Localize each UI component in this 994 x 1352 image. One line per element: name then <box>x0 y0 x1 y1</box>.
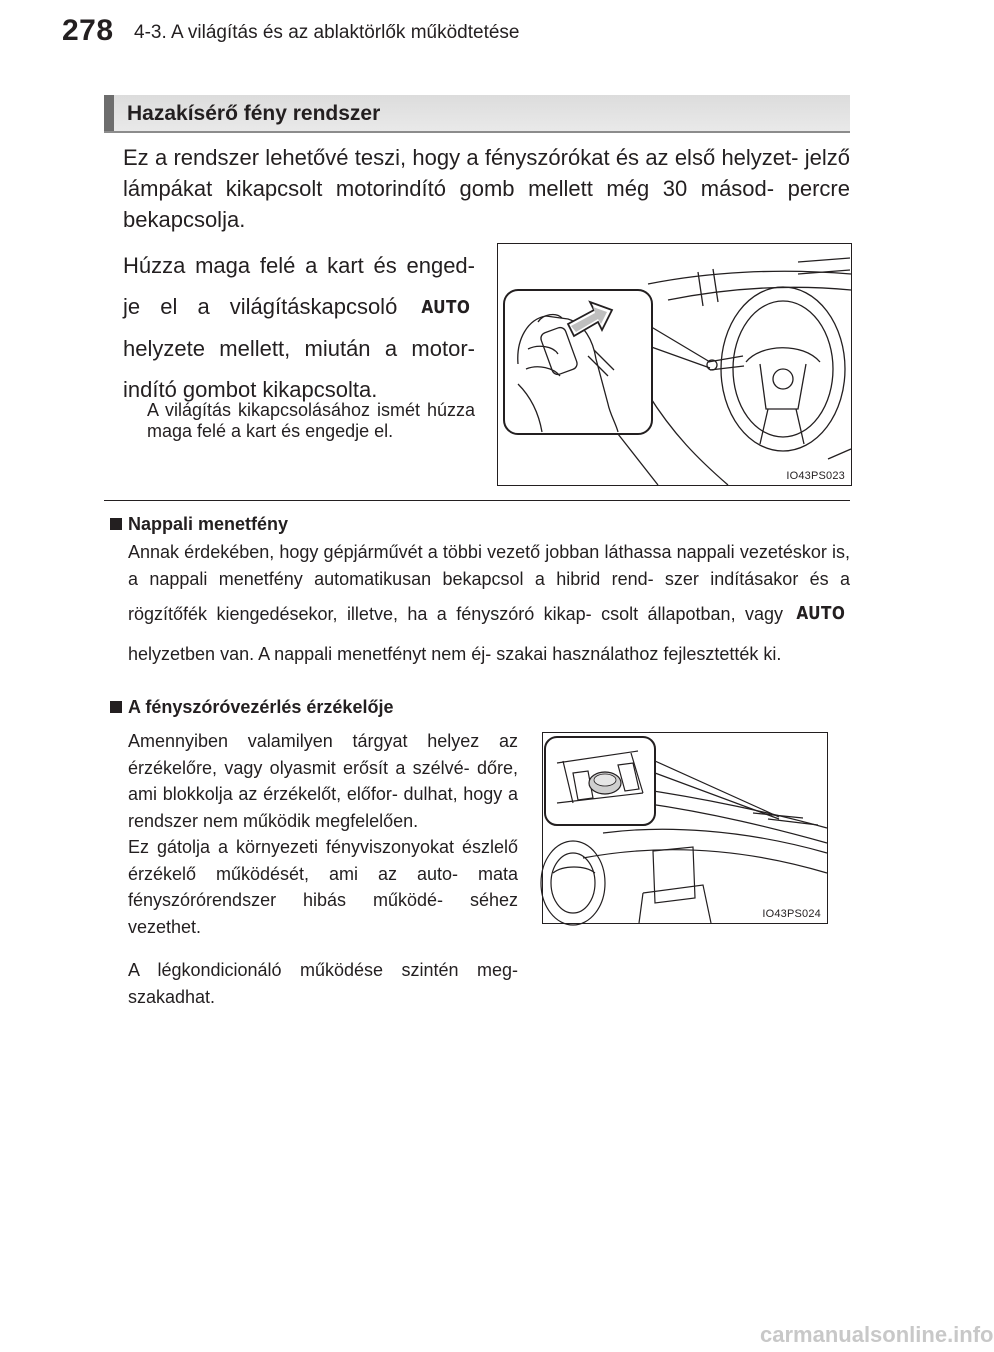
auto-position-symbol: AUTO <box>796 603 846 624</box>
chapter-title: 4-3. A világítás és az ablaktörlők működtetése <box>134 22 520 43</box>
auto-position-symbol: AUTO <box>421 297 471 318</box>
figure-light-switch <box>497 243 852 486</box>
square-bullet-icon <box>110 518 122 530</box>
section-title: Hazakísérő fény rendszer <box>127 102 381 125</box>
sensor-text-2: Ez gátolja a környezeti fényviszonyokat észlelő érzékelő működését, ami az auto- mata fényszórórendszer hibás működé- séhez vezethet. <box>128 837 518 937</box>
sensor-paragraph <box>128 728 518 940</box>
sensor-text-1: Amennyiben valamilyen tárgyat helyez az érzékelőre, vagy olyasmit erősít a szélvé- dőre, ami blokkolja az érzékelőt, előfor- dulhat, hogy a rendszer nem működik megfelelően. <box>128 731 518 831</box>
daytime-paragraph <box>128 539 850 675</box>
step-instruction <box>123 245 475 410</box>
figure-code: IO43PS023 <box>786 470 845 482</box>
subsection-title: Nappali menetfény <box>128 514 289 534</box>
daytime-text-after: helyzetben van. A nappali menetfényt nem éj- szakai használathoz fejlesztették ki. <box>128 644 782 664</box>
step-text-before: Húzza maga felé a kart és enged- je el a világításkapcsoló <box>123 253 475 319</box>
step-note: A világítás kikapcsolásához ismét húzza maga felé a kart és engedje el. <box>147 400 475 441</box>
sensor-note: A légkondicionáló működése szintén meg- szakadhat. <box>128 960 518 1007</box>
section-divider <box>104 500 850 501</box>
section-header-bar <box>104 95 114 131</box>
step-text-after: helyzete mellett, miután a motor- indító gombot kikapcsolta. <box>123 336 475 402</box>
square-bullet-icon <box>110 701 122 713</box>
figure-light-sensor <box>542 732 828 924</box>
light-switch-illustration <box>498 244 851 485</box>
subsection-heading-daytime <box>110 514 288 535</box>
figure-code: IO43PS024 <box>762 908 821 920</box>
watermark: carmanualsonline.info <box>760 1322 994 1347</box>
page-number: 278 <box>62 14 114 47</box>
section-header <box>104 95 850 133</box>
light-sensor-illustration <box>543 733 827 923</box>
subsection-title: A fényszóróvezérlés érzékelője <box>128 697 394 717</box>
daytime-text-before: Annak érdekében, hogy gépjárművét a többi vezető jobban láthassa nappali vezetéskor is, a nappali menetfény automatikusan bekapcsol a hibrid rend- szer indításakor és a rögzítőfék kiengedésekor, illetve, ha a fényszóró kikap- csolt állapotban, vagy <box>128 542 850 624</box>
subsection-heading-sensor <box>110 697 393 718</box>
intro-paragraph: Ez a rendszer lehetővé teszi, hogy a fényszórókat és az első helyzet- jelző lámpákat kikapcsolt motorindító gomb mellett még 30 másod- percre bekapcsolja. <box>123 145 850 232</box>
